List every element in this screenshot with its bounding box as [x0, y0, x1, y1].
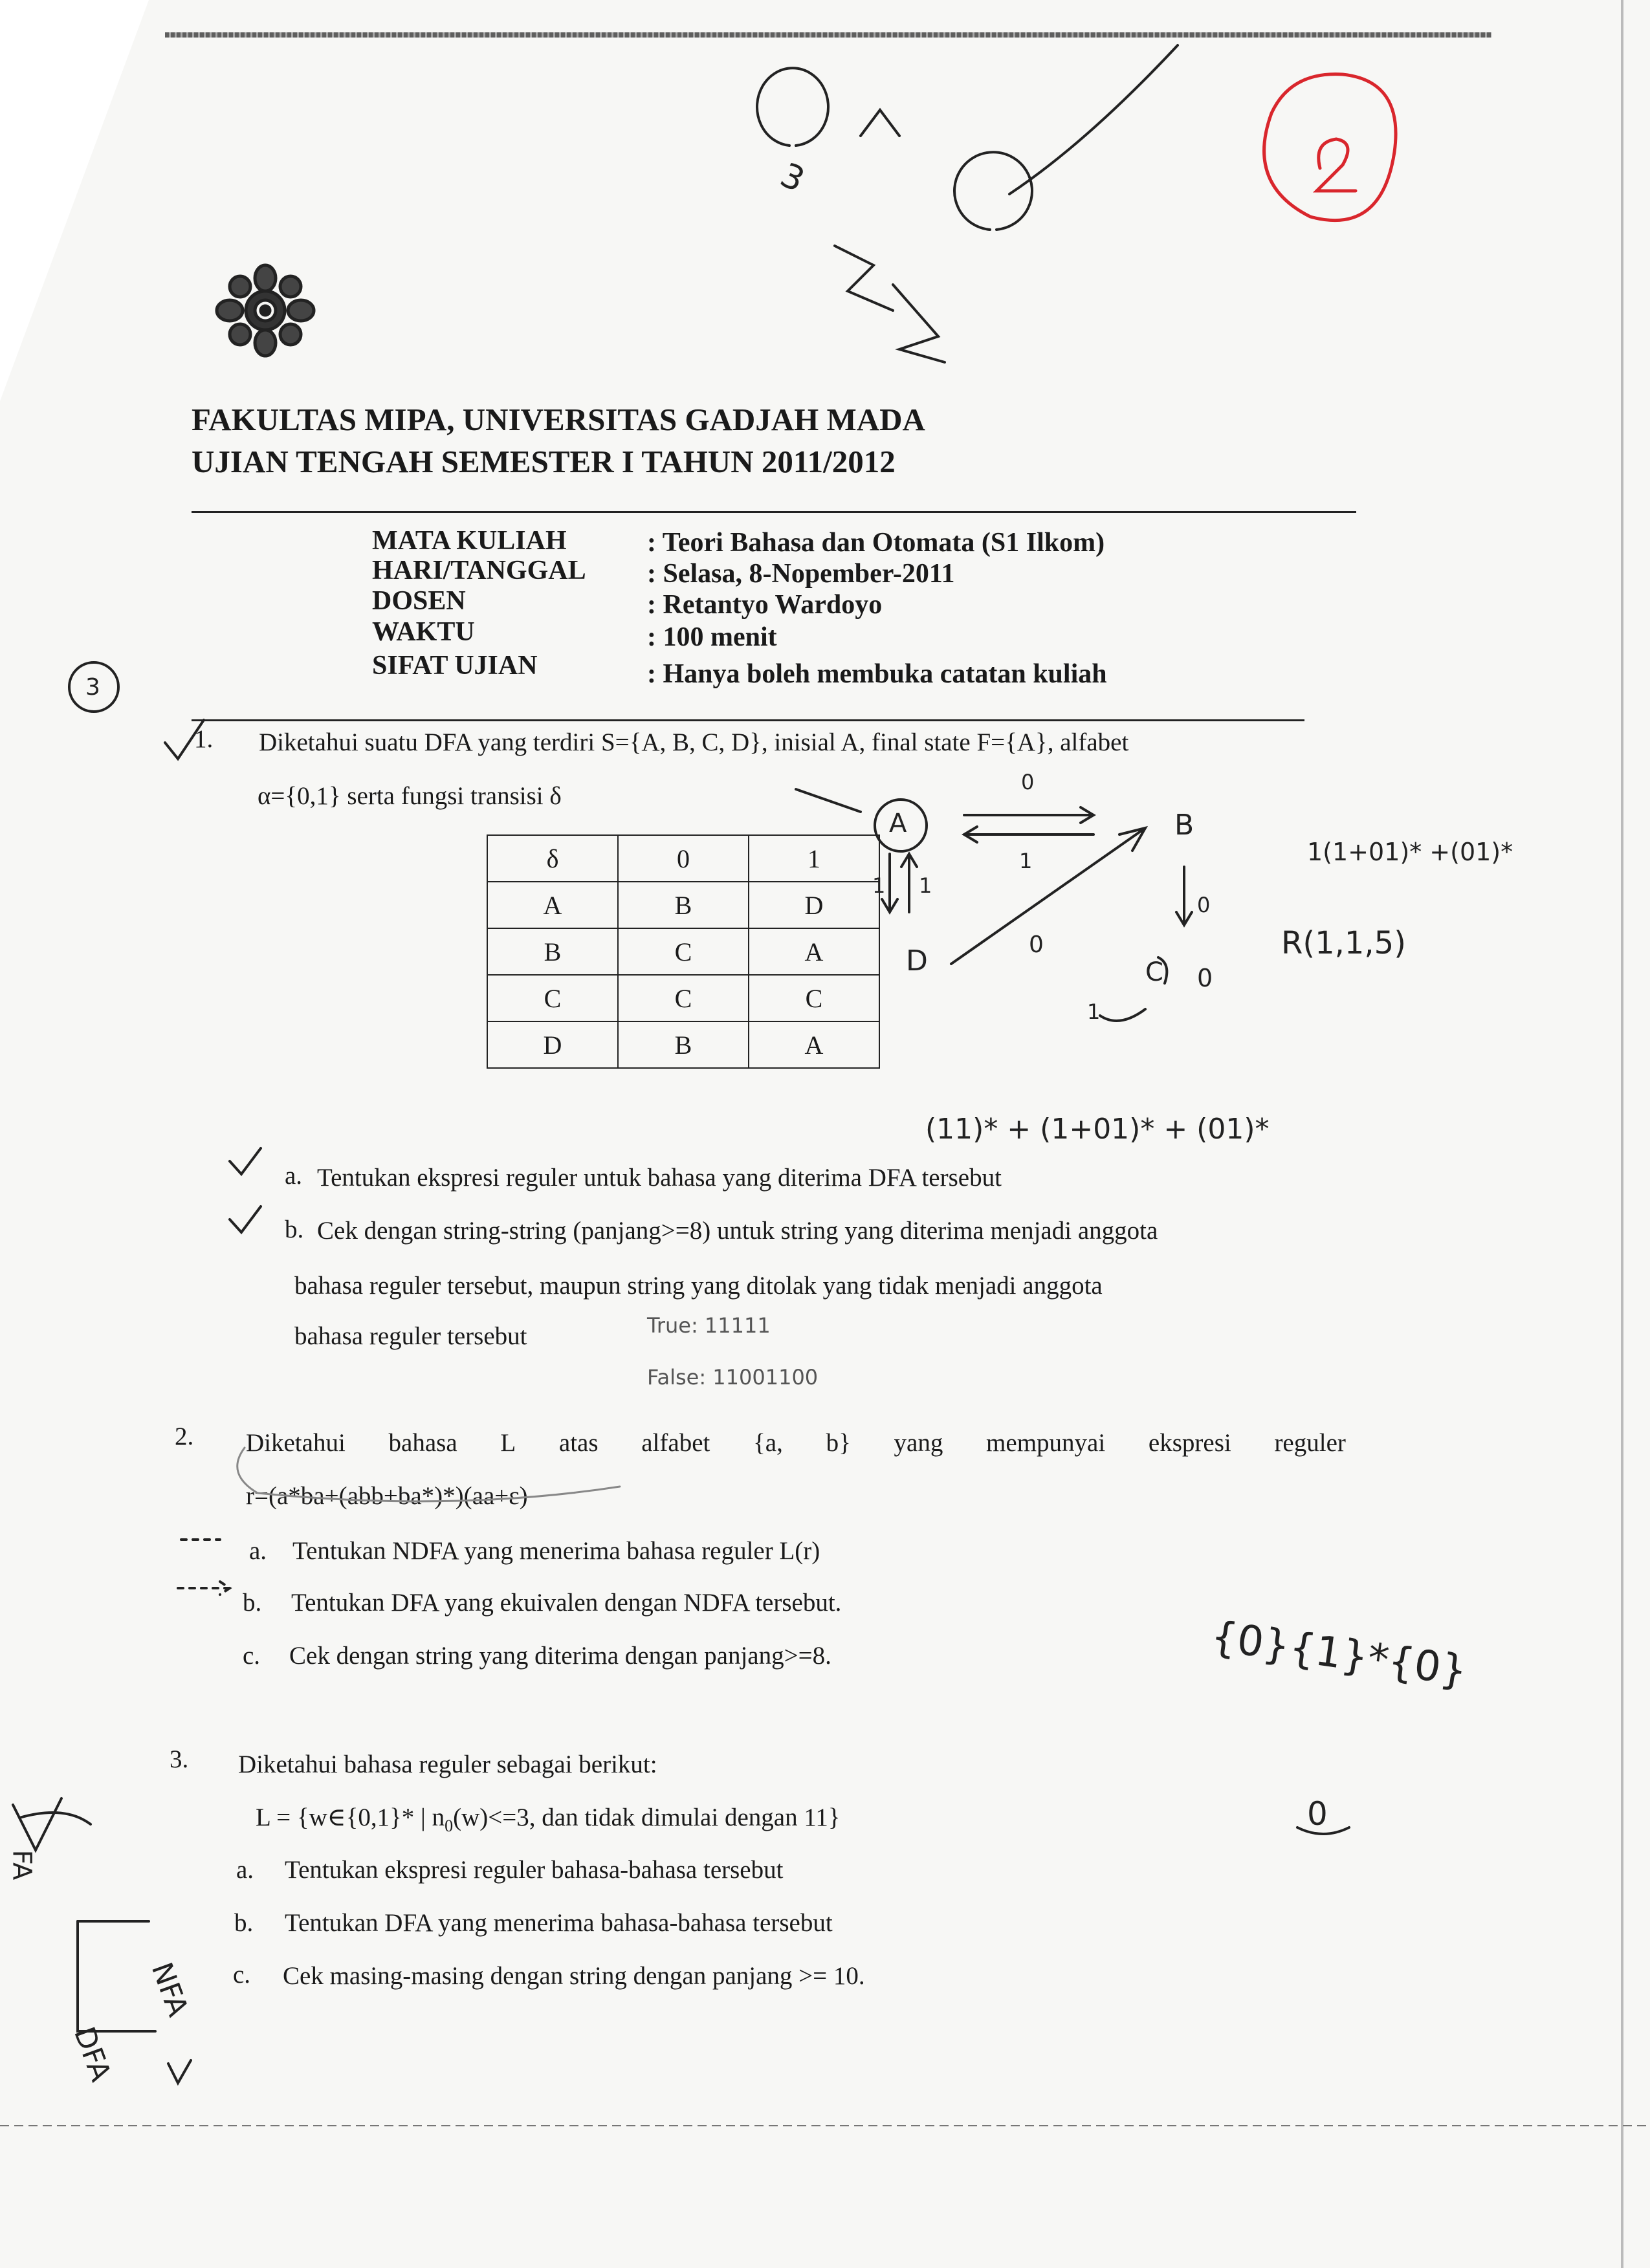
table-cell: B: [487, 928, 618, 975]
q2-word: atas: [558, 1429, 599, 1457]
table-cell: C: [618, 928, 749, 975]
handwritten-regex-mid: (11)* + (1+01)* + (01)*: [925, 1113, 1270, 1146]
q2b-label: b.: [243, 1589, 262, 1617]
meta-value-course: : Teori Bahasa dan Otomata (S1 Ilkom): [647, 528, 1105, 558]
margin-note-nfa: NFA: [144, 1958, 195, 2021]
q2-word: ekspresi: [1148, 1429, 1231, 1457]
handwritten-set-note: {0}{1}*{0}: [1207, 1612, 1470, 1696]
q3-number: 3.: [170, 1745, 189, 1773]
table-cell: A: [487, 882, 618, 928]
meta-label-course: MATA KULIAH: [372, 526, 567, 556]
dfa-label-0-top: 0: [1021, 770, 1035, 794]
q1a-text: Tentukan ekspresi reguler untuk bahasa yang diterima DFA tersebut: [317, 1164, 1002, 1192]
dfa-state-d: D: [906, 944, 928, 977]
q2-word: {a,: [753, 1429, 783, 1457]
q3c-text: Cek masing-masing dengan string dengan panjang >= 10.: [283, 1962, 865, 1990]
table-cell: D: [749, 882, 879, 928]
table-cell: C: [487, 975, 618, 1021]
handwritten-r-notation: R(1,1,5): [1281, 925, 1406, 961]
q3-text-line1: Diketahui bahasa reguler sebagai berikut:: [238, 1750, 657, 1778]
table-header-cell: δ: [487, 835, 618, 882]
circled-3-left: 3: [85, 674, 100, 701]
handwritten-regex-right: 1(1+01)* +(01)*: [1307, 838, 1513, 866]
q2a-text: Tentukan NDFA yang menerima bahasa reguler L(r): [292, 1537, 820, 1565]
dfa-label-0-c: 0: [1197, 964, 1213, 992]
table-cell: B: [618, 882, 749, 928]
table-header-cell: 1: [749, 835, 879, 882]
margin-note-dfa: DFA: [67, 2022, 118, 2086]
q3a-label: a.: [236, 1856, 254, 1884]
meta-label-lecturer: DOSEN: [372, 586, 466, 616]
dfa-state-c: C: [1145, 957, 1163, 987]
table-cell: B: [618, 1021, 749, 1068]
dfa-label-0-right: 0: [1197, 893, 1211, 917]
q2-word: alfabet: [641, 1429, 710, 1457]
q3a-text: Tentukan ekspresi reguler bahasa-bahasa tersebut: [285, 1856, 784, 1884]
dfa-label-1-left-b: 1: [919, 873, 932, 898]
q2c-text: Cek dengan string yang diterima dengan panjang>=8.: [289, 1642, 831, 1670]
q2-word: Diketahui: [246, 1429, 346, 1457]
table-cell: C: [749, 975, 879, 1021]
q1b-line3: bahasa reguler tersebut: [294, 1322, 527, 1350]
meta-value-lecturer: : Retantyo Wardoyo: [647, 590, 883, 620]
dfa-state-b: B: [1174, 809, 1194, 842]
faculty-title: FAKULTAS MIPA, UNIVERSITAS GADJAH MADA: [192, 402, 925, 437]
dfa-state-a: A: [889, 809, 907, 838]
q2-word: yang: [894, 1429, 943, 1457]
dfa-label-1-left-a: 1: [872, 873, 886, 898]
q2b-text: Tentukan DFA yang ekuivalen dengan NDFA tersebut.: [291, 1589, 842, 1617]
handwritten-false-note: False: 11001100: [647, 1365, 819, 1390]
dfa-label-0-diag: 0: [1029, 932, 1044, 958]
handwritten-true-note: True: 11111: [647, 1313, 771, 1338]
q3-formula-subscript: 0: [445, 1816, 454, 1835]
q3c-label: c.: [233, 1961, 251, 1989]
table-cell: D: [487, 1021, 618, 1068]
meta-label-duration: WAKTU: [372, 617, 475, 647]
table-cell: A: [749, 928, 879, 975]
q2-word: b}: [826, 1429, 851, 1457]
meta-label-date: HARI/TANGGAL: [372, 556, 586, 585]
q2-regex: r=(a*ba+(abb+ba*)*)(aa+ε): [246, 1482, 528, 1510]
meta-value-date: : Selasa, 8-Nopember-2011: [647, 559, 955, 589]
q2a-label: a.: [249, 1537, 267, 1565]
q3b-text: Tentukan DFA yang menerima bahasa-bahasa tersebut: [285, 1909, 833, 1937]
q3b-label: b.: [234, 1909, 254, 1937]
q3-formula-prefix: L = {w∈{0,1}* | n: [256, 1804, 445, 1831]
q2-word: reguler: [1274, 1429, 1346, 1457]
q2-word: bahasa: [388, 1429, 457, 1457]
q1a-label: a.: [285, 1162, 303, 1190]
q1b-line2: bahasa reguler tersebut, maupun string yang ditolak yang tidak menjadi anggota: [294, 1272, 1103, 1300]
q3-formula-suffix: (w)<=3, dan tidak dimulai dengan 11}: [453, 1804, 841, 1831]
margin-note-fa: FA: [6, 1849, 37, 1881]
meta-label-exam-type: SIFAT UJIAN: [372, 651, 538, 681]
q2-number: 2.: [175, 1423, 194, 1450]
table-cell: C: [618, 975, 749, 1021]
circled-3-top: 3: [774, 155, 811, 201]
meta-value-duration: : 100 menit: [647, 622, 777, 652]
dfa-label-1-c: 1: [1087, 999, 1101, 1024]
q1b-label: b.: [285, 1216, 304, 1243]
q2-word: mempunyai: [986, 1429, 1106, 1457]
q1b-line1: Cek dengan string-string (panjang>=8) untuk string yang diterima menjadi anggota: [317, 1217, 1158, 1245]
q1-number: 1.: [194, 725, 214, 753]
dfa-label-1-mid: 1: [1019, 849, 1033, 873]
meta-value-exam-type: : Hanya boleh membuka catatan kuliah: [647, 659, 1107, 689]
q1-text-line1: Diketahui suatu DFA yang terdiri S={A, B, C, D}, inisial A, final state F={A}, alfabet: [259, 728, 1129, 756]
table-header-cell: 0: [618, 835, 749, 882]
q1-text-line2: α={0,1} serta fungsi transisi δ: [258, 782, 562, 810]
table-cell: A: [749, 1021, 879, 1068]
q2c-label: c.: [243, 1642, 261, 1670]
exam-title: UJIAN TENGAH SEMESTER I TAHUN 2011/2012: [192, 444, 896, 479]
handwritten-set-note-underline: 0: [1307, 1795, 1328, 1833]
q2-word: L: [500, 1429, 516, 1457]
